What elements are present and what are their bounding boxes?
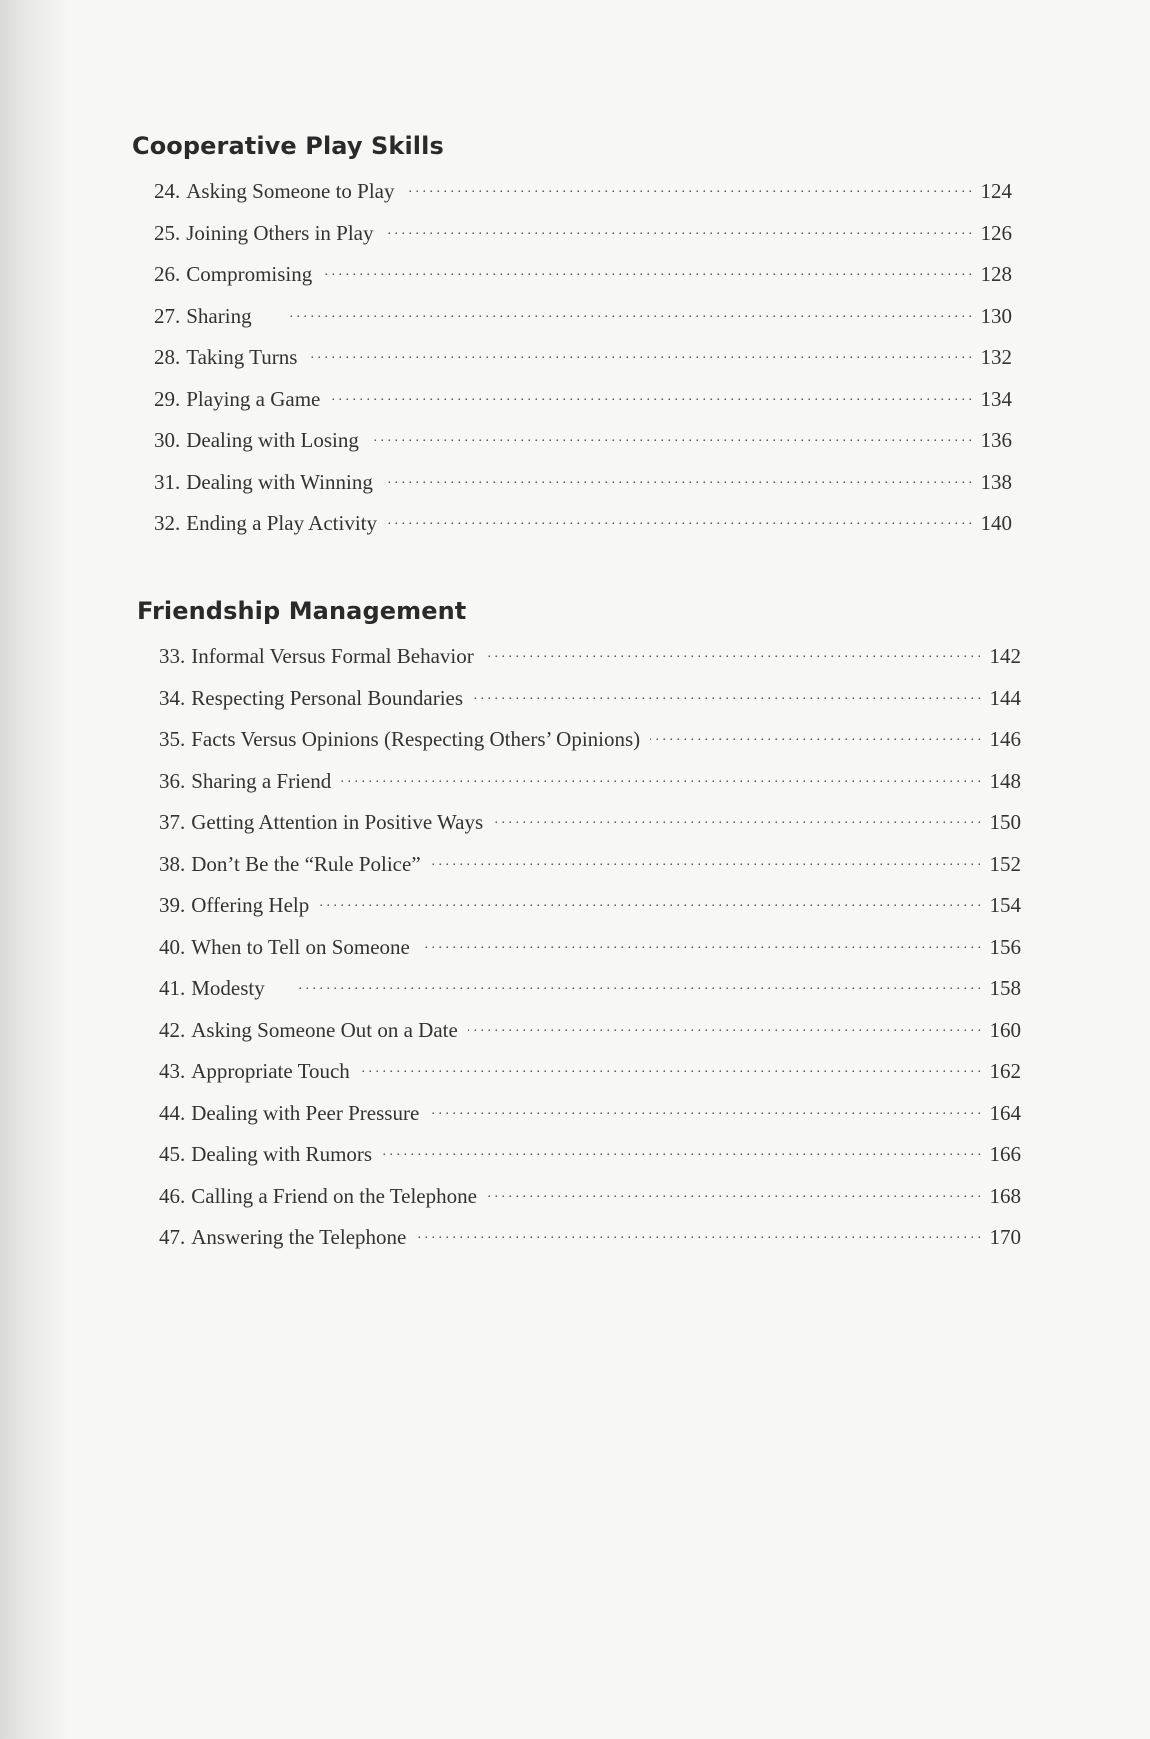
toc-list: [137, 642, 1021, 1265]
entry-number: 34.: [159, 685, 186, 710]
dot-leader: [319, 891, 981, 912]
toc-entry[interactable]: [159, 1182, 1021, 1224]
entry-title: Ending a Play Activity: [186, 511, 377, 535]
dot-leader: [416, 1223, 981, 1244]
entry-page-number: 142: [989, 644, 1021, 668]
dot-leader: [307, 343, 972, 364]
toc-entry[interactable]: [154, 177, 1012, 219]
dot-leader: [275, 974, 981, 995]
entry-number: 38.: [159, 851, 186, 876]
entry-title: Appropriate Touch: [191, 1059, 350, 1083]
entry-page-number: 126: [980, 220, 1012, 245]
entry-number: 36.: [159, 768, 186, 793]
entry-title: Dealing with Losing: [186, 428, 359, 452]
entry-page-number: 148: [989, 768, 1021, 793]
entry-title: Modesty: [191, 976, 265, 1000]
entry-title: Don’t Be the “Rule Police”: [191, 851, 421, 876]
entry-number: 25.: [154, 220, 181, 245]
dot-leader: [360, 1057, 981, 1078]
entry-number: 46.: [159, 1183, 186, 1208]
dot-leader: [487, 1182, 981, 1203]
toc-entry[interactable]: [154, 219, 1012, 261]
entry-title: Asking Someone Out on a Date: [191, 1017, 458, 1042]
entry-title: Getting Attention in Positive Ways: [191, 810, 484, 834]
entry-number: 33.: [159, 644, 186, 668]
entry-title: Respecting Personal Boundaries: [191, 685, 464, 710]
entry-number: 32.: [154, 511, 181, 535]
dot-leader: [330, 385, 972, 406]
entry-number: 28.: [154, 345, 181, 369]
dot-leader: [484, 642, 981, 663]
toc-entry[interactable]: [154, 426, 1012, 468]
entry-title: Answering the Telephone: [191, 1225, 407, 1249]
entry-title: Dealing with Winning: [186, 469, 373, 494]
dot-leader: [387, 509, 972, 530]
toc-entry[interactable]: [159, 850, 1021, 892]
entry-number: 31.: [154, 469, 181, 494]
entry-page-number: 168: [989, 1183, 1021, 1208]
entry-number: 43.: [159, 1059, 186, 1083]
entry-page-number: 170: [989, 1225, 1021, 1249]
entry-page-number: 150: [989, 810, 1021, 834]
entry-number: 37.: [159, 810, 186, 834]
toc-entry[interactable]: [159, 933, 1021, 975]
entry-number: 47.: [159, 1225, 186, 1249]
toc-entry[interactable]: [159, 891, 1021, 933]
toc-entry[interactable]: [159, 1016, 1021, 1058]
entry-title: Facts Versus Opinions (Respecting Others’ Opinions): [191, 727, 641, 751]
entry-number: 39.: [159, 893, 186, 917]
dot-leader: [322, 260, 972, 281]
entry-page-number: 166: [989, 1142, 1021, 1166]
dot-leader: [468, 1016, 981, 1037]
entry-title: Joining Others in Play: [186, 220, 374, 245]
entry-page-number: 152: [989, 851, 1021, 876]
toc-entry[interactable]: [154, 385, 1012, 427]
entry-title: Sharing a Friend: [191, 768, 332, 793]
toc-entry[interactable]: [159, 974, 1021, 1016]
toc-entry[interactable]: [159, 767, 1021, 809]
entry-number: 41.: [159, 976, 186, 1000]
section-cooperative-play-skills: [132, 132, 1012, 551]
entry-page-number: 138: [980, 469, 1012, 494]
entry-page-number: 130: [980, 303, 1012, 328]
dot-leader: [262, 302, 972, 323]
section-friendship-management: [137, 597, 1021, 1265]
entry-page-number: 128: [980, 262, 1012, 286]
toc-entry[interactable]: [159, 642, 1021, 684]
dot-leader: [650, 725, 981, 746]
dot-leader: [405, 177, 973, 198]
toc-entry[interactable]: [154, 343, 1012, 385]
entry-title: Dealing with Peer Pressure: [191, 1100, 420, 1125]
toc-entry[interactable]: [154, 509, 1012, 551]
toc-entry[interactable]: [159, 1057, 1021, 1099]
entry-page-number: 154: [989, 893, 1021, 917]
toc-entry[interactable]: [154, 260, 1012, 302]
section-heading: Cooperative Play Skills: [132, 132, 444, 160]
entry-page-number: 160: [989, 1017, 1021, 1042]
entry-title: Calling a Friend on the Telephone: [191, 1183, 477, 1208]
entry-page-number: 134: [980, 386, 1012, 411]
dot-leader: [384, 219, 973, 240]
dot-leader: [473, 684, 981, 705]
entry-page-number: 162: [989, 1059, 1021, 1083]
dot-leader: [431, 850, 981, 871]
toc-entry[interactable]: [154, 302, 1012, 344]
entry-page-number: 146: [989, 727, 1021, 751]
entry-title: When to Tell on Someone: [191, 934, 410, 959]
entry-number: 44.: [159, 1100, 186, 1125]
entry-title: Playing a Game: [186, 386, 321, 411]
dot-leader: [493, 808, 981, 829]
dot-leader: [420, 933, 981, 954]
toc-entry[interactable]: [154, 468, 1012, 510]
toc-entry[interactable]: [159, 725, 1021, 767]
entry-title: Compromising: [186, 262, 313, 286]
toc-entry[interactable]: [159, 1223, 1021, 1265]
entry-page-number: 156: [989, 934, 1021, 959]
entry-number: 24.: [154, 179, 181, 203]
entry-number: 27.: [154, 303, 181, 328]
entry-number: 35.: [159, 727, 186, 751]
entry-page-number: 136: [980, 428, 1012, 452]
toc-entry[interactable]: [159, 684, 1021, 726]
dot-leader: [429, 1099, 981, 1120]
entry-title: Taking Turns: [186, 345, 298, 369]
entry-page-number: 158: [989, 976, 1021, 1000]
entry-page-number: 124: [980, 179, 1012, 203]
dot-leader: [369, 426, 972, 447]
entry-title: Sharing: [186, 303, 252, 328]
entry-number: 29.: [154, 386, 181, 411]
entry-title: Offering Help: [191, 893, 310, 917]
entry-number: 42.: [159, 1017, 186, 1042]
entry-title: Asking Someone to Play: [186, 179, 395, 203]
entry-page-number: 132: [980, 345, 1012, 369]
entry-title: Informal Versus Formal Behavior: [191, 644, 474, 668]
dot-leader: [382, 1140, 981, 1161]
toc-entry[interactable]: [159, 808, 1021, 850]
dot-leader: [341, 767, 981, 788]
entry-number: 45.: [159, 1142, 186, 1166]
section-heading: Friendship Management: [137, 597, 467, 625]
toc-list: [132, 177, 1012, 551]
entry-page-number: 140: [980, 511, 1012, 535]
entry-page-number: 144: [989, 685, 1021, 710]
toc-entry[interactable]: [159, 1099, 1021, 1141]
entry-page-number: 164: [989, 1100, 1021, 1125]
entry-number: 40.: [159, 934, 186, 959]
entry-title: Dealing with Rumors: [191, 1142, 373, 1166]
dot-leader: [383, 468, 972, 489]
toc-entry[interactable]: [159, 1140, 1021, 1182]
entry-number: 26.: [154, 262, 181, 286]
entry-number: 30.: [154, 428, 181, 452]
